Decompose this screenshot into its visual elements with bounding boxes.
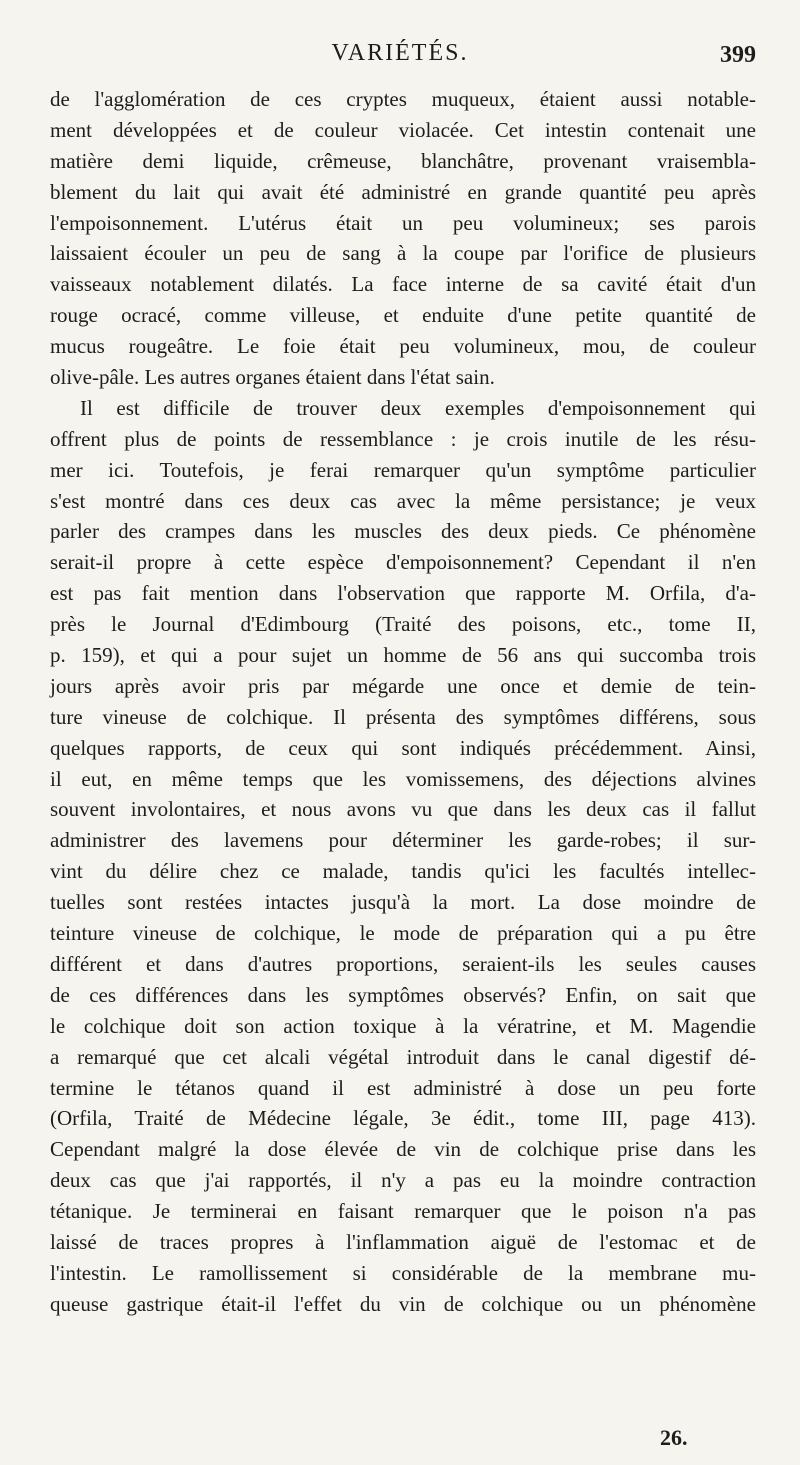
text-line: Cependant malgré la dose élevée de vin de colchique prise dans les <box>50 1137 756 1162</box>
text-line: l'empoisonnement. L'utérus était un peu volumineux; ses parois <box>50 210 756 235</box>
text-line: matière demi liquide, crêmeuse, blanchâtre, provenant vraisembla- <box>50 148 756 173</box>
text-line: de l'agglomération de ces cryptes muqueux, étaient aussi notable- <box>50 87 756 111</box>
text-line: (Orfila, Traité de Médecine légale, 3e édit., tome III, page 413). <box>50 1106 756 1131</box>
text-line: le colchique doit son action toxique à la vératrine, et M. Magendie <box>50 1013 756 1038</box>
text-line: jours après avoir pris par mégarde une once et demie de tein- <box>50 673 756 698</box>
text-line: quelques rapports, de ceux qui sont indiqués précédemment. Ainsi, <box>50 735 756 760</box>
text-line: il eut, en même temps que les vomissemens, des déjections alvines <box>50 766 756 791</box>
text-line: deux cas que j'ai rapportés, il n'y a pas eu la moindre contraction <box>50 1168 756 1193</box>
text-line: parler des crampes dans les muscles des deux pieds. Ce phénomène <box>50 519 756 544</box>
text-line: est pas fait mention dans l'observation que rapporte M. Orfila, d'a- <box>50 581 756 606</box>
text-line: mer ici. Toutefois, je ferai remarquer qu'un symptôme particulier <box>50 457 756 482</box>
text-line: administrer des lavemens pour déterminer les garde-robes; il sur- <box>50 828 756 853</box>
text-line: de ces différences dans les symptômes observés? Enfin, on sait que <box>50 982 756 1007</box>
text-line: ture vineuse de colchique. Il présenta des symptômes différens, sous <box>50 704 756 729</box>
text-line: tuelles sont restées intactes jusqu'à la mort. La dose moindre de <box>50 890 756 915</box>
text-line: queuse gastrique était-il l'effet du vin de colchique ou un phénomène <box>50 1291 756 1316</box>
text-line: s'est montré dans ces deux cas avec la même persistance; je veux <box>50 488 756 513</box>
page-number: 399 <box>720 42 756 68</box>
text-line: près le Journal d'Edimbourg (Traité des poisons, etc., tome II, <box>50 612 756 637</box>
running-head: VARIÉTÉS. <box>331 40 469 66</box>
text-line: teinture vineuse de colchique, le mode de préparation qui a pu être <box>50 921 756 946</box>
text-line: souvent involontaires, et nous avons vu que dans les deux cas il fallut <box>50 797 756 822</box>
text-line: laissaient écouler un peu de sang à la coupe par l'orifice de plusieurs <box>50 241 756 266</box>
text-line: l'intestin. Le ramollissement si considérable de la membrane mu- <box>50 1260 756 1285</box>
text-line: rouge ocracé, comme villeuse, et enduite d'une petite quantité de <box>50 303 756 328</box>
text-line: différent et dans d'autres proportions, seraient-ils les seules causes <box>50 951 756 976</box>
text-line: offrent plus de points de ressemblance : je crois inutile de les résu- <box>50 426 756 451</box>
text-line: tétanique. Je terminerai en faisant remarquer que le poison n'a pas <box>50 1199 756 1224</box>
text-line: termine le tétanos quand il est administré à dose un peu forte <box>50 1075 756 1100</box>
text-line: a remarqué que cet alcali végétal introduit dans le canal digestif dé- <box>50 1044 756 1069</box>
text-line: p. 159), et qui a pour sujet un homme de 56 ans qui succomba trois <box>50 643 756 668</box>
text-line: laissé de traces propres à l'inflammation aiguë de l'estomac et de <box>50 1229 756 1254</box>
paragraph-end-line: olive-pâle. Les autres organes étaient dans l'état sain. <box>50 365 495 390</box>
text-line: blement du lait qui avait été administré en grande quantité peu après <box>50 179 756 204</box>
text-line: serait-il propre à cette espèce d'empoisonnement? Cependant il n'en <box>50 550 756 575</box>
body-text <box>50 84 756 1320</box>
text-line: ment développées et de couleur violacée. Cet intestin contenait une <box>50 117 756 142</box>
signature-mark: 26. <box>660 1425 688 1450</box>
paragraph-start-line: Il est difficile de trouver deux exemples d'empoisonnement qui <box>80 395 756 420</box>
page-header <box>0 36 800 76</box>
text-line: vint du délire chez ce malade, tandis qu'ici les facultés intellec- <box>50 859 756 884</box>
text-line: mucus rougeâtre. Le foie était peu volumineux, mou, de couleur <box>50 334 756 359</box>
text-line: vaisseaux notablement dilatés. La face interne de sa cavité était d'un <box>50 272 756 297</box>
